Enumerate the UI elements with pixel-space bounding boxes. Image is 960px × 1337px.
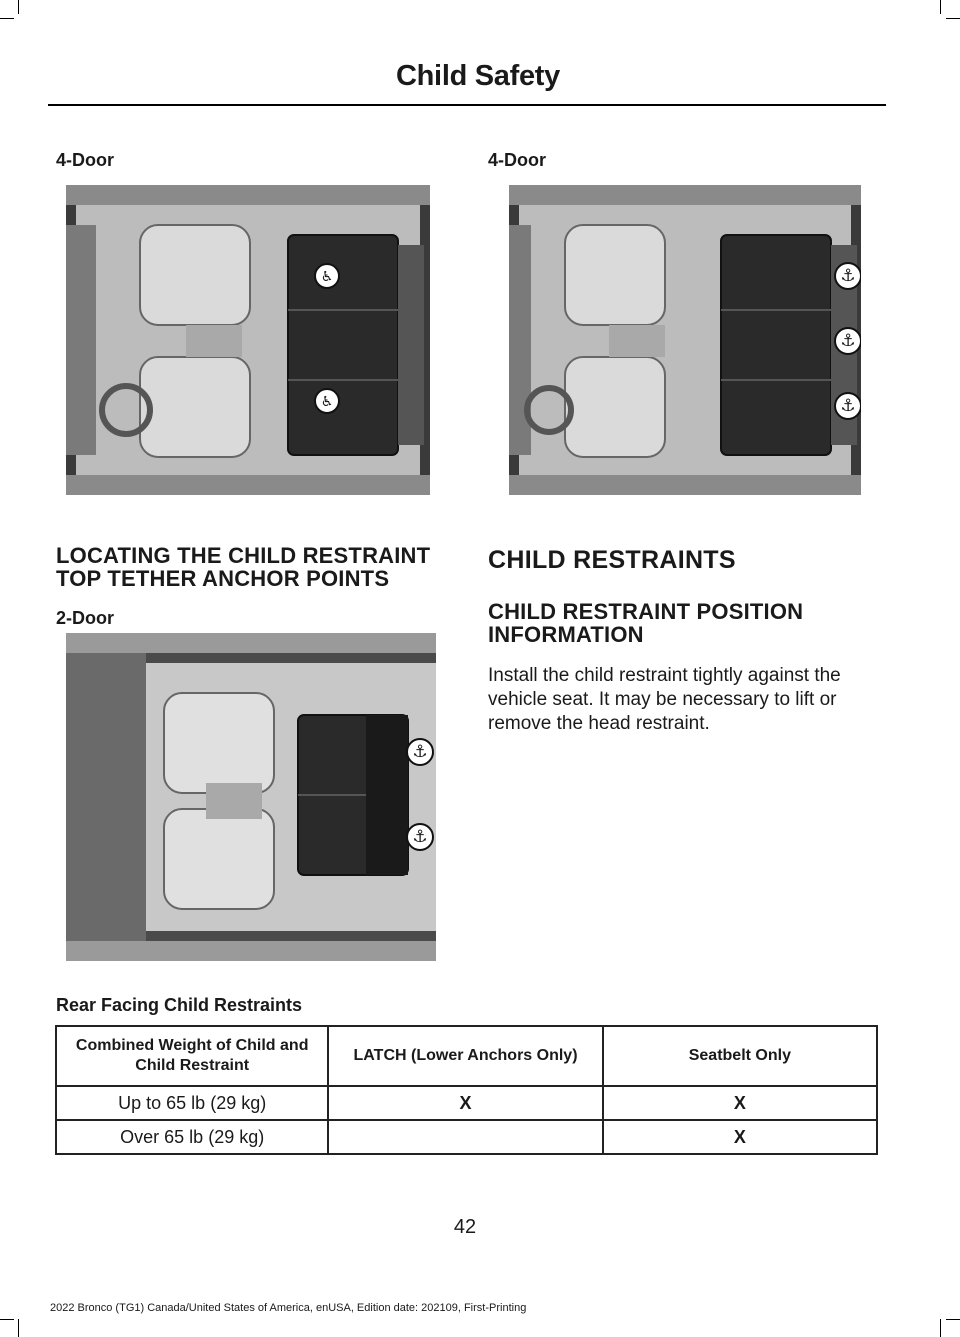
- column-header: LATCH (Lower Anchors Only): [328, 1026, 602, 1086]
- lower-anchor-icon: ♿: [314, 263, 340, 289]
- tether-anchor-icon: ⚓: [406, 823, 434, 851]
- vehicle-diagram-2door-tether-anchors: [66, 633, 436, 961]
- page-title: Child Safety: [396, 60, 560, 92]
- crop-mark: [0, 18, 14, 19]
- crop-mark: [940, 1319, 941, 1337]
- section-heading: LOCATING THE CHILD RESTRAINT TOP TETHER ANCHOR POINTS: [56, 543, 431, 591]
- crop-mark: [946, 18, 960, 19]
- tether-anchor-icon: ⚓: [834, 392, 861, 420]
- figure-label: 4-Door: [56, 150, 114, 170]
- table-row: [56, 1086, 877, 1120]
- table-cell: X: [328, 1086, 602, 1120]
- subsection-heading: CHILD RESTRAINT POSITION INFORMATION: [488, 599, 804, 647]
- lower-anchor-icon: ♿: [314, 388, 340, 414]
- crop-mark: [0, 1319, 14, 1320]
- crop-mark: [946, 1319, 960, 1320]
- table-cell: Over 65 lb (29 kg): [56, 1120, 328, 1154]
- table-cell: [328, 1120, 602, 1154]
- table-cell: Up to 65 lb (29 kg): [56, 1086, 328, 1120]
- vehicle-diagram-4door-lower-anchors: [66, 185, 430, 495]
- tether-anchor-icon: ⚓: [834, 262, 861, 290]
- table-cell: X: [603, 1120, 877, 1154]
- figure-label: 2-Door: [56, 608, 114, 628]
- footer-text: 2022 Bronco (TG1) Canada/United States of America, enUSA, Edition date: 202109, First-Printing: [50, 1302, 527, 1314]
- crop-mark: [940, 0, 941, 14]
- rear-facing-restraint-table: [55, 1025, 878, 1155]
- column-header: Seatbelt Only: [603, 1026, 877, 1086]
- vehicle-diagram-4door-tether-anchors: [509, 185, 861, 495]
- table-header-row: [56, 1026, 877, 1086]
- table-row: [56, 1120, 877, 1154]
- tether-anchor-icon: ⚓: [834, 327, 861, 355]
- table-caption: Rear Facing Child Restraints: [56, 995, 303, 1015]
- body-paragraph: Install the child restraint tightly against the vehicle seat. It may be necessary to lift or remove the head restraint.: [488, 665, 841, 734]
- crop-mark: [18, 0, 19, 14]
- column-header: Combined Weight of Child and Child Restraint: [56, 1026, 328, 1086]
- page-number: 42: [453, 1216, 477, 1238]
- tether-anchor-icon: ⚓: [406, 738, 434, 766]
- table-cell: X: [603, 1086, 877, 1120]
- figure-label: 4-Door: [488, 150, 546, 170]
- crop-mark: [18, 1319, 19, 1337]
- header-divider: [48, 104, 886, 106]
- section-heading: CHILD RESTRAINTS: [488, 546, 736, 574]
